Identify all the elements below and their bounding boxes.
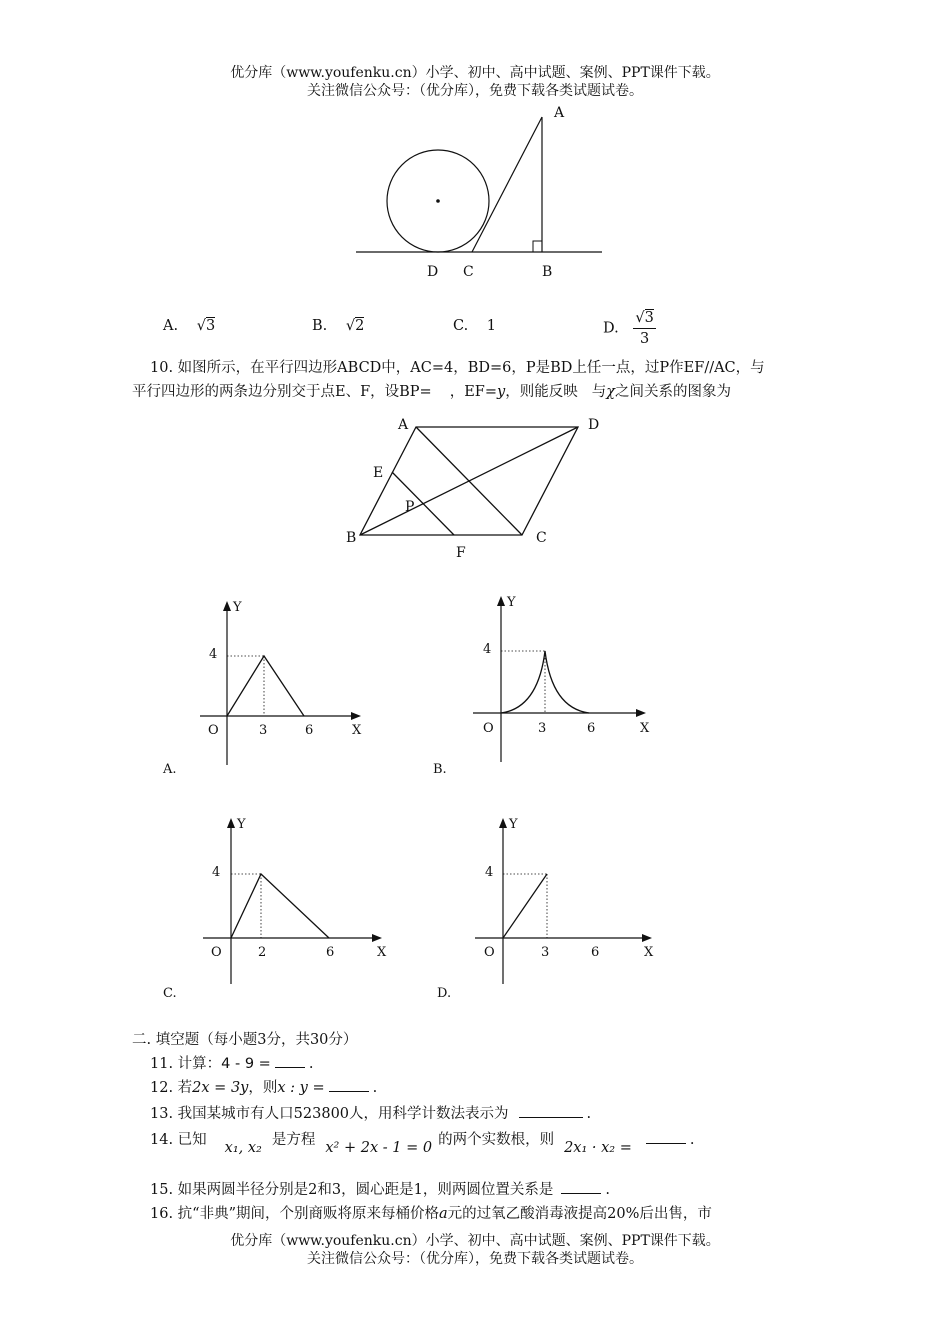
graph-d — [470, 812, 670, 987]
var-x: χ — [606, 384, 616, 400]
origin-label: O — [211, 945, 222, 960]
footer-line-1: 优分库（www.youfenku.cn）小学、初中、高中试题、案例、PPT课件下载。 — [230, 1233, 720, 1249]
q11 — [150, 1052, 313, 1073]
x-tick-2: 6 — [591, 945, 600, 960]
y-tick: 4 — [209, 647, 218, 662]
x-arrow — [372, 934, 382, 942]
answer-blank — [561, 1179, 601, 1194]
q14-roots: x₁, x₂ — [224, 1140, 262, 1156]
origin-label: O — [483, 721, 494, 736]
y-arrow — [497, 596, 505, 606]
answer-blank — [275, 1053, 305, 1068]
label-d: D — [588, 417, 600, 433]
q10-line-2 — [132, 380, 731, 401]
q12-eq: 2x = 3y — [192, 1080, 249, 1096]
q10-text: 与 — [591, 384, 607, 400]
y-label: Y — [233, 600, 242, 615]
q11-suffix: . — [308, 1056, 314, 1072]
denominator: 3 — [639, 331, 650, 347]
q16-var: a — [439, 1206, 448, 1222]
option-value: 2 — [355, 318, 365, 334]
header-line-1: 优分库（www.youfenku.cn）小学、初中、高中试题、案例、PPT课件下载。 — [230, 65, 720, 81]
x-label: X — [640, 721, 650, 736]
y-tick: 4 — [483, 642, 492, 657]
sqrt-symbol: √ — [345, 318, 356, 334]
x-label: X — [377, 945, 387, 960]
section-2-title: 二. 填空题（每小题3分，共30分） — [132, 1032, 358, 1048]
q11-prefix: 11. 计算： — [150, 1056, 222, 1072]
q13 — [150, 1102, 591, 1123]
q9-option-d — [603, 308, 656, 349]
x-tick-1: 3 — [538, 721, 547, 736]
x-tick-1: 3 — [541, 945, 550, 960]
circle-center — [436, 199, 440, 203]
y-label: Y — [507, 595, 516, 610]
y-arrow — [499, 818, 507, 828]
label-c: C — [536, 530, 547, 546]
option-letter: B. — [312, 318, 328, 334]
answer-blank — [329, 1077, 369, 1092]
q10-text: 之间关系的图象为 — [615, 384, 732, 400]
q15-text: 15. 如果两圆半径分别是2和3，圆心距是1，则两圆位置关系是 — [150, 1182, 554, 1198]
diagonal-bd — [360, 427, 578, 535]
graph-a — [195, 595, 375, 770]
q16 — [150, 1202, 712, 1223]
y-arrow — [223, 601, 231, 611]
q14 — [150, 1128, 695, 1156]
graph-line — [227, 656, 304, 716]
x-arrow — [636, 709, 646, 717]
q14-mid2: 的两个实数根，则 — [438, 1132, 555, 1148]
q12-mid: ，则 — [248, 1080, 278, 1096]
label-e: E — [373, 465, 384, 481]
q14-prefix: 14. 已知 — [150, 1132, 207, 1148]
label-b: B — [346, 530, 357, 546]
x-tick-1: 3 — [259, 723, 268, 738]
option-letter: D. — [603, 320, 619, 337]
q10-text: 平行四边形的两条边分别交于点E、F，设BP= — [132, 384, 432, 400]
origin-label: O — [484, 945, 495, 960]
q9-option-a — [163, 318, 215, 334]
sqrt-symbol: √ — [196, 318, 206, 334]
q13-suffix: . — [586, 1106, 592, 1122]
graph-line — [231, 874, 329, 938]
segment-ac — [472, 117, 542, 252]
x-arrow — [351, 712, 361, 720]
q9-option-c — [453, 318, 496, 334]
graph-c-letter: C. — [163, 986, 177, 1001]
fraction — [633, 308, 655, 349]
header-line-2: 关注微信公众号：（优分库），免费下载各类试题试卷。 — [307, 83, 643, 99]
q13-text: 13. 我国某城市有人口523800人，用科学计数法表示为 — [150, 1106, 509, 1122]
option-letter: C. — [453, 318, 469, 334]
label-b: B — [542, 264, 553, 280]
sqrt-symbol: √ — [635, 310, 645, 326]
q15-suffix: . — [605, 1182, 610, 1198]
q14-suffix: . — [689, 1132, 695, 1148]
q12-prefix: 12. 若 — [150, 1080, 193, 1096]
x-label: X — [352, 723, 362, 738]
x-tick-2: 6 — [326, 945, 335, 960]
figure-q9 — [340, 100, 620, 285]
option-value: 3 — [205, 318, 216, 334]
origin-label: O — [208, 723, 219, 738]
q11-expr: 4 - 9 = — [221, 1056, 271, 1072]
q14-eq: x² + 2x - 1 = 0 — [325, 1140, 433, 1156]
q15 — [150, 1178, 610, 1199]
label-d: D — [427, 264, 439, 280]
label-f: F — [456, 545, 466, 561]
y-label: Y — [509, 817, 518, 832]
graph-c — [198, 812, 398, 987]
right-angle-mark — [533, 241, 542, 252]
numerator: 3 — [644, 310, 654, 326]
graph-b-letter: B. — [433, 762, 447, 777]
y-tick: 4 — [212, 865, 221, 880]
q10-line-1: 10. 如图所示，在平行四边形ABCD中，AC=4，BD=6，P是BD上任一点，过P作EF//AC，与 — [150, 360, 765, 376]
var-y: y — [497, 384, 506, 400]
q16-prefix: 16. 抗“非典”期间，个别商贩将原来每桶价格 — [150, 1206, 439, 1222]
answer-blank — [519, 1103, 583, 1118]
x-label: X — [644, 945, 654, 960]
y-tick: 4 — [485, 865, 494, 880]
q14-expr: 2x₁ · x₂ = — [564, 1140, 632, 1156]
q12 — [150, 1076, 377, 1097]
segment-ef — [392, 472, 454, 535]
graph-line — [503, 874, 547, 938]
graph-a-letter: A. — [163, 762, 177, 777]
q14-mid: 是方程 — [271, 1132, 316, 1148]
label-a: A — [398, 417, 409, 433]
x-tick-1: 2 — [258, 945, 267, 960]
label-a: A — [554, 105, 565, 121]
figure-q10 — [340, 410, 610, 570]
q10-text: ，则能反映 — [505, 384, 578, 400]
y-arrow — [227, 818, 235, 828]
answer-blank — [646, 1129, 686, 1144]
x-tick-2: 6 — [587, 721, 596, 736]
x-arrow — [642, 934, 652, 942]
graph-d-letter: D. — [437, 986, 452, 1001]
q12-ratio: x : y = — [277, 1080, 325, 1096]
q16-suffix: 元的过氧乙酸消毒液提高20%后出售，市 — [447, 1206, 712, 1222]
label-p: P — [405, 499, 415, 515]
q10-text: ，EF= — [449, 384, 498, 400]
option-value: 1 — [486, 318, 497, 334]
y-label: Y — [237, 817, 246, 832]
footer-line-2: 关注微信公众号：（优分库），免费下载各类试题试卷。 — [307, 1251, 643, 1267]
q9-option-b — [312, 318, 364, 334]
label-c: C — [463, 264, 474, 280]
graph-b — [468, 590, 658, 765]
q12-suffix: . — [372, 1080, 378, 1096]
x-tick-2: 6 — [305, 723, 314, 738]
option-letter: A. — [163, 318, 179, 334]
